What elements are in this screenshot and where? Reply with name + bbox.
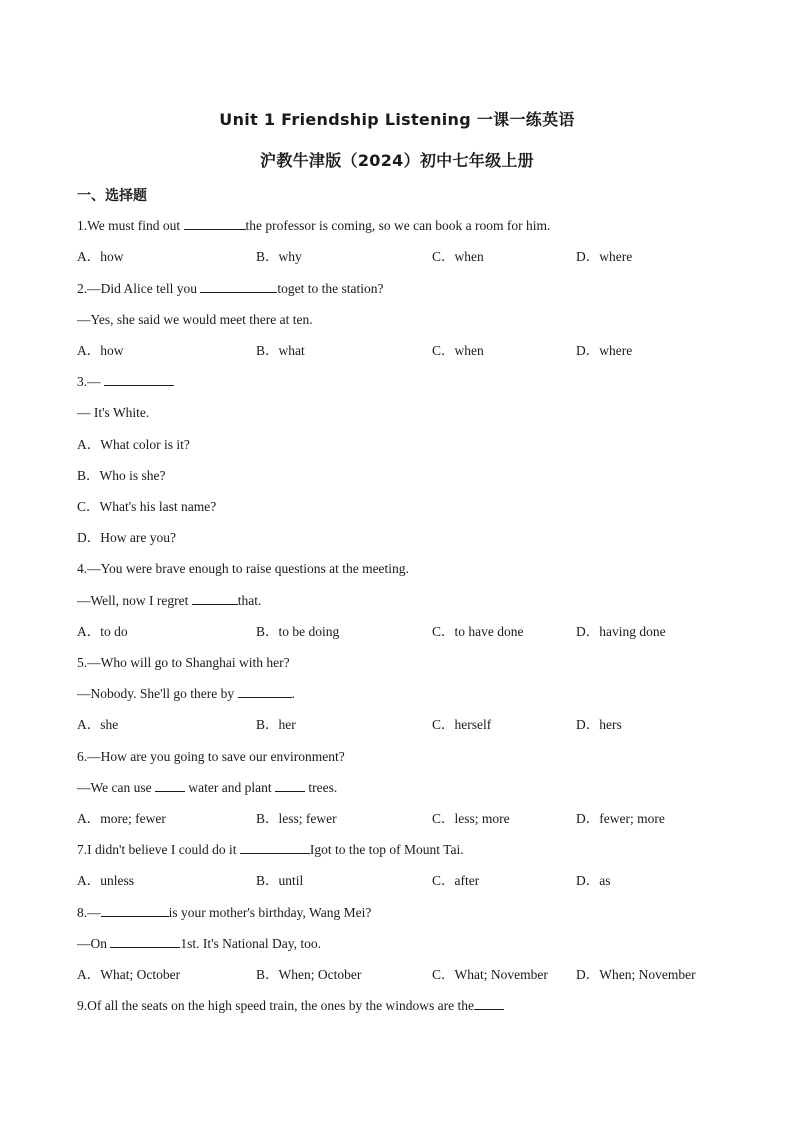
stem-text: the professor is coming, so we can book a room for him. [245,218,551,233]
option-c: C．less; more [432,811,510,826]
stem-text: —Well, now I regret [77,593,192,608]
stem-text: —On [77,936,111,951]
stem-text: 1.We must find out [77,218,184,233]
answer-blank [104,373,174,386]
question-3-stem [77,373,174,391]
option-d: D．hers [576,717,622,732]
option-b: B．why [256,249,302,264]
stem-text: trees. [304,780,338,795]
option-b: B．until [256,873,304,888]
stem-text: —Nobody. She'll go there by [77,686,238,701]
page-title: Unit 1 Friendship Listening 一课一练英语 [219,110,575,129]
stem-text: —We can use [77,780,156,795]
question-4-response [77,592,261,610]
question-8-stem [77,904,371,922]
option-c: C．when [432,343,484,358]
question-3-response: — It's White. [77,405,150,420]
question-1-stem [77,217,550,235]
option-b: B．less; fewer [256,811,337,826]
option-c: C．herself [432,717,492,732]
option-a: A．unless [77,873,134,888]
stem-text: . [291,686,295,701]
section-heading: 一、选择题 [77,188,147,204]
option-b: B．When; October [256,967,362,982]
answer-blank [200,280,277,293]
option-b: B．to be doing [256,624,340,639]
question-7-stem [77,841,464,859]
question-5-response [77,685,295,703]
option-a: A．how [77,343,124,358]
option-c: C．What's his last name? [77,499,217,514]
answer-blank [110,935,180,948]
option-d: D．as [576,873,611,888]
answer-blank [155,779,185,792]
option-c: C．when [432,249,484,264]
stem-text: 3.— [77,374,104,389]
answer-blank [238,685,292,698]
question-6-response [77,779,337,797]
answer-blank [184,217,246,230]
question-2-response: —Yes, she said we would meet there at ten. [77,312,313,327]
answer-blank [101,904,169,917]
answer-blank [240,841,310,854]
option-b: B．her [256,717,296,732]
option-c: C．after [432,873,480,888]
stem-text: 7.I didn't believe I could do it [77,842,240,857]
option-a: A．to do [77,624,128,639]
question-4-stem: 4.—You were brave enough to raise questions at the meeting. [77,561,409,576]
question-9-stem [77,997,504,1015]
option-b: B．Who is she? [77,468,166,483]
option-c: C．What; November [432,967,548,982]
option-d: D．having done [576,624,666,639]
stem-text: 2.—Did Alice tell you [77,281,201,296]
option-d: D．How are you? [77,530,176,545]
answer-blank [474,997,504,1010]
option-d: D．where [576,249,633,264]
answer-blank [275,779,305,792]
option-a: A．What; October [77,967,181,982]
option-a: A．how [77,249,124,264]
stem-text: toget to the station? [277,281,384,296]
option-a: A．more; fewer [77,811,166,826]
option-b: B．what [256,343,305,358]
option-a: A．she [77,717,119,732]
page-subtitle: 沪教牛津版（2024）初中七年级上册 [260,151,534,170]
stem-text: 9.Of all the seats on the high speed train, the ones by the windows are the [77,998,475,1013]
stem-text: 8.— [77,905,101,920]
option-d: D．When; November [576,967,696,982]
question-6-stem: 6.—How are you going to save our environment? [77,749,345,764]
option-d: D．where [576,343,633,358]
stem-text: 1st. It's National Day, too. [180,936,322,951]
option-a: A．What color is it? [77,437,190,452]
question-2-stem [77,280,383,298]
stem-text: is your mother's birthday, Wang Mei? [168,905,372,920]
stem-text: water and plant [185,780,275,795]
option-d: D．fewer; more [576,811,665,826]
question-8-response [77,935,321,953]
answer-blank [192,592,238,605]
stem-text: that. [237,593,262,608]
option-c: C．to have done [432,624,524,639]
stem-text: Igot to the top of Mount Tai. [309,842,464,857]
question-5-stem: 5.—Who will go to Shanghai with her? [77,655,290,670]
